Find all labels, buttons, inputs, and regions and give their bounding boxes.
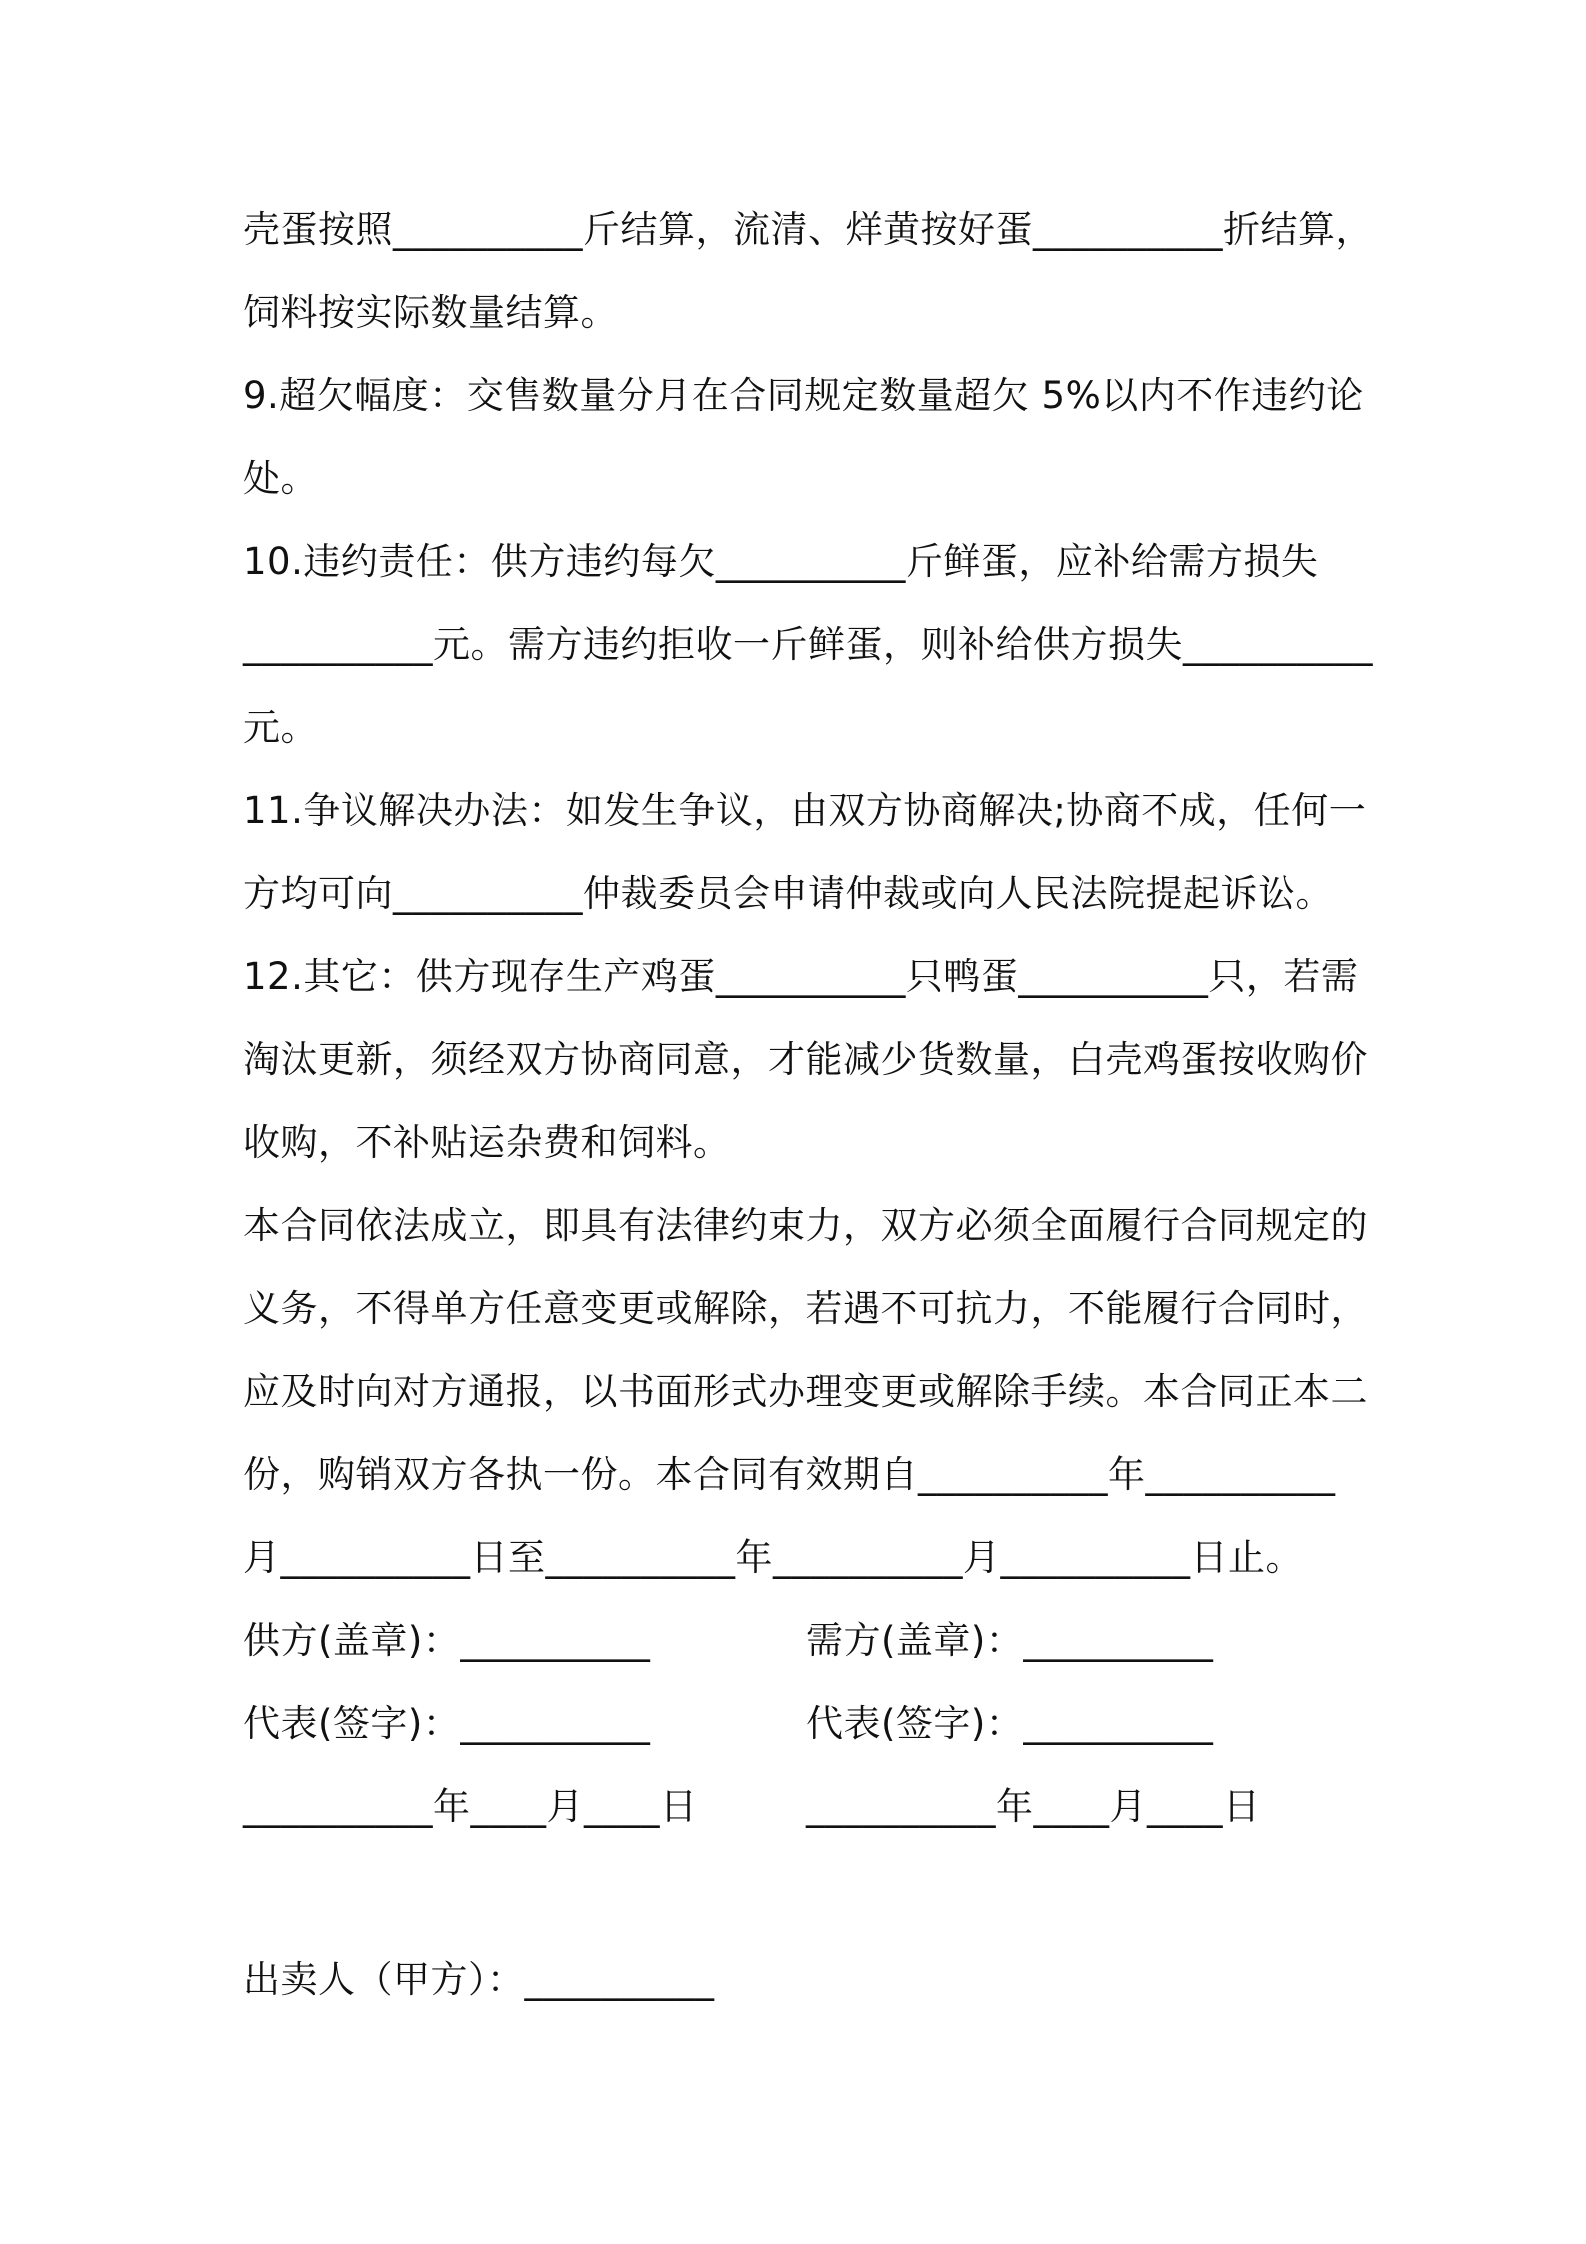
validity-line-4: 份，购销双方各执一份。本合同有效期自__________年__________ (243, 1453, 1336, 1496)
clause-12-line-3: 收购，不补贴运杂费和饲料。 (243, 1121, 731, 1164)
buyer-date-field: __________年____月____日 (806, 1785, 1261, 1828)
clause-9-line-2: 处。 (243, 457, 318, 500)
validity-line-2: 义务，不得单方任意变更或解除，若遇不可抗力，不能履行合同时， (243, 1287, 1368, 1330)
clause-9-line-1: 9.超欠幅度：交售数量分月在合同规定数量超欠 5%以内不作违约论 (243, 374, 1364, 417)
clause-10-line-3: 元。 (243, 706, 318, 749)
validity-line-3: 应及时向对方通报，以书面形式办理变更或解除手续。本合同正本二 (243, 1370, 1368, 1413)
clause-8-line-2: 壳蛋按照__________斤结算，流清、烊黄按好蛋__________折结算， (243, 208, 1373, 251)
clause-11-line-1: 11.争议解决办法：如发生争议，由双方协商解决;协商不成，任何一 (243, 789, 1367, 832)
clause-12-line-1: 12.其它：供方现存生产鸡蛋__________只鸭蛋__________只，若需 (243, 955, 1359, 998)
supplier-seal-field: 供方(盖章)：__________ (243, 1619, 651, 1662)
validity-line-5: 月__________日至__________年__________月__________日止。 (243, 1536, 1303, 1579)
clause-11-line-2: 方均可向__________仲裁委员会申请仲裁或向人民法院提起诉讼。 (243, 872, 1333, 915)
buyer-seal-field: 需方(盖章)：__________ (806, 1619, 1214, 1662)
seller-party-field: 出卖人（甲方）：__________ (243, 1958, 715, 2001)
clause-10-line-2: __________元。需方违约拒收一斤鲜蛋，则补给供方损失__________ (243, 623, 1373, 666)
supplier-date-field: __________年____月____日 (243, 1785, 698, 1828)
buyer-rep-field: 代表(签字)：__________ (806, 1702, 1214, 1745)
clause-12-line-2: 淘汰更新，须经双方协商同意，才能减少货数量，白壳鸡蛋按收购价 (243, 1038, 1368, 1081)
validity-line-1: 本合同依法成立，即具有法律约束力，双方必须全面履行合同规定的 (243, 1204, 1368, 1247)
clause-8-line-3: 饲料按实际数量结算。 (243, 291, 618, 334)
clause-10-line-1: 10.违约责任：供方违约每欠__________斤鲜蛋，应补给需方损失 (243, 540, 1319, 583)
supplier-rep-field: 代表(签字)：__________ (243, 1702, 651, 1745)
